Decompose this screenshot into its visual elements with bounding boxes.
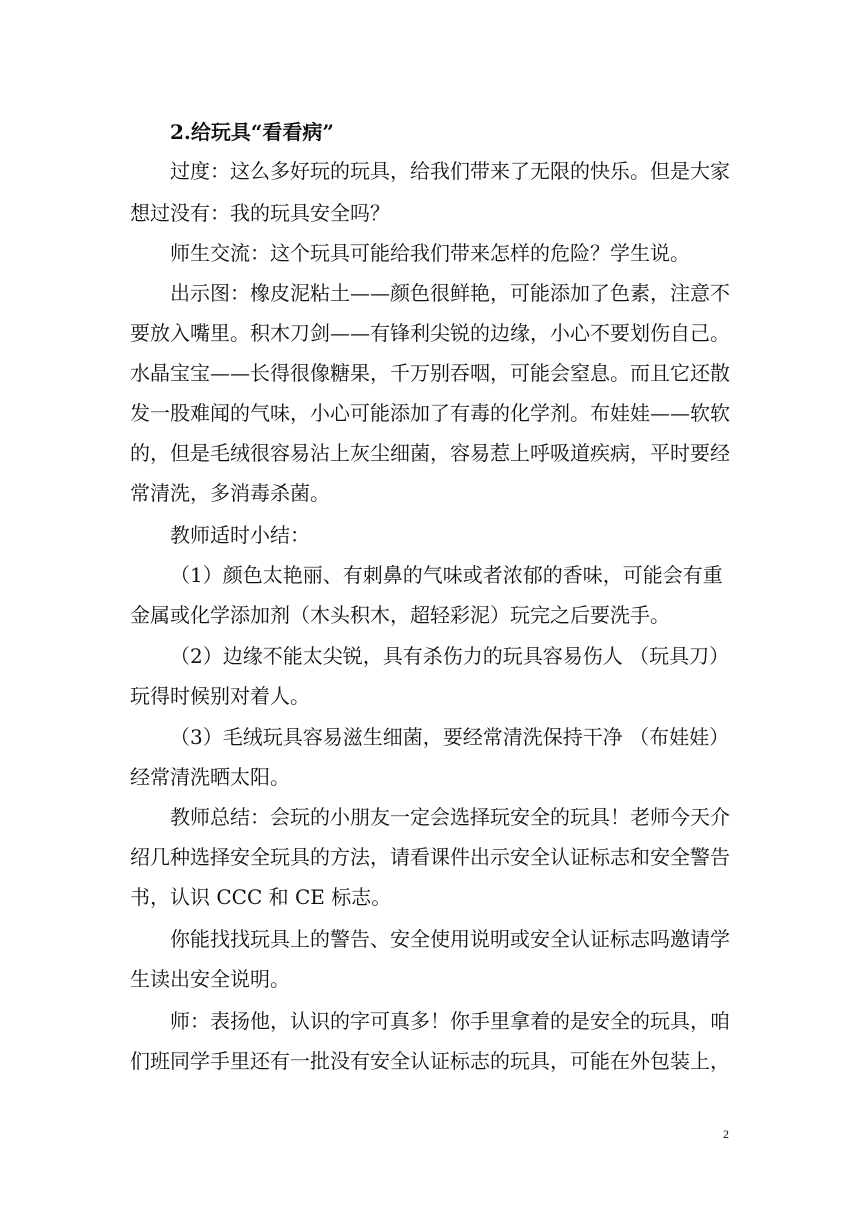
list-item-line: 经常清洗晒太阳。: [130, 765, 290, 789]
paragraph-line: 书，认识 CCC 和 CE 标志。: [130, 885, 392, 909]
list-item-line: （1）颜色太艳丽、有刺鼻的气味或者浓郁的香味，可能会有重: [170, 563, 723, 587]
page-number: 2: [723, 1127, 729, 1141]
paragraph-line: 们班同学手里还有一批没有安全认证标志的玩具，可能在外包装上，: [130, 1049, 730, 1073]
paragraph-line: 师：表扬他，认识的字可真多！你手里拿着的是安全的玩具，咱: [170, 1009, 730, 1033]
paragraph-line: 过度：这么多好玩的玩具，给我们带来了无限的快乐。但是大家: [170, 159, 730, 183]
paragraph-line: 教师适时小结：: [170, 523, 310, 547]
paragraph-line: 你能找找玩具上的警告、安全使用说明或安全认证标志吗邀请学: [170, 927, 730, 951]
paragraph-line: 发一股难闻的气味，小心可能添加了有毒的化学剂。布娃娃——软软: [130, 401, 730, 425]
paragraph-line: 师生交流：这个玩具可能给我们带来怎样的危险？学生说。: [170, 241, 690, 265]
paragraph-line: 常清洗，多消毒杀菌。: [130, 481, 330, 505]
list-item-line: 金属或化学添加剂（木头积木，超轻彩泥）玩完之后要洗手。: [130, 603, 670, 627]
list-item-line: 玩得时候别对着人。: [130, 684, 310, 708]
paragraph-line: 水晶宝宝——长得很像糖果，千万别吞咽，可能会窒息。而且它还散: [130, 361, 730, 385]
section-heading: 2.给玩具“看看病”: [170, 120, 334, 144]
paragraph-line: 的，但是毛绒很容易沾上灰尘细菌，容易惹上呼吸道疾病，平时要经: [130, 441, 730, 465]
paragraph-line: 教师总结：会玩的小朋友一定会选择玩安全的玩具！老师今天介: [170, 805, 730, 829]
paragraph-line: 绍几种选择安全玩具的方法，请看课件出示安全认证标志和安全警告: [130, 845, 730, 869]
paragraph-line: 出示图：橡皮泥粘土——颜色很鲜艳，可能添加了色素，注意不: [170, 281, 730, 305]
paragraph-line: 想过没有：我的玩具安全吗？: [130, 201, 390, 225]
list-item-line: （2）边缘不能太尖锐，具有杀伤力的玩具容易伤人 （玩具刀）: [170, 644, 730, 668]
list-item-line: （3）毛绒玩具容易滋生细菌，要经常清洗保持干净 （布娃娃）: [170, 725, 730, 749]
paragraph-line: 要放入嘴里。积木刀剑——有锋利尖锐的边缘，小心不要划伤自己。: [130, 321, 730, 345]
paragraph-line: 生读出安全说明。: [130, 967, 290, 991]
